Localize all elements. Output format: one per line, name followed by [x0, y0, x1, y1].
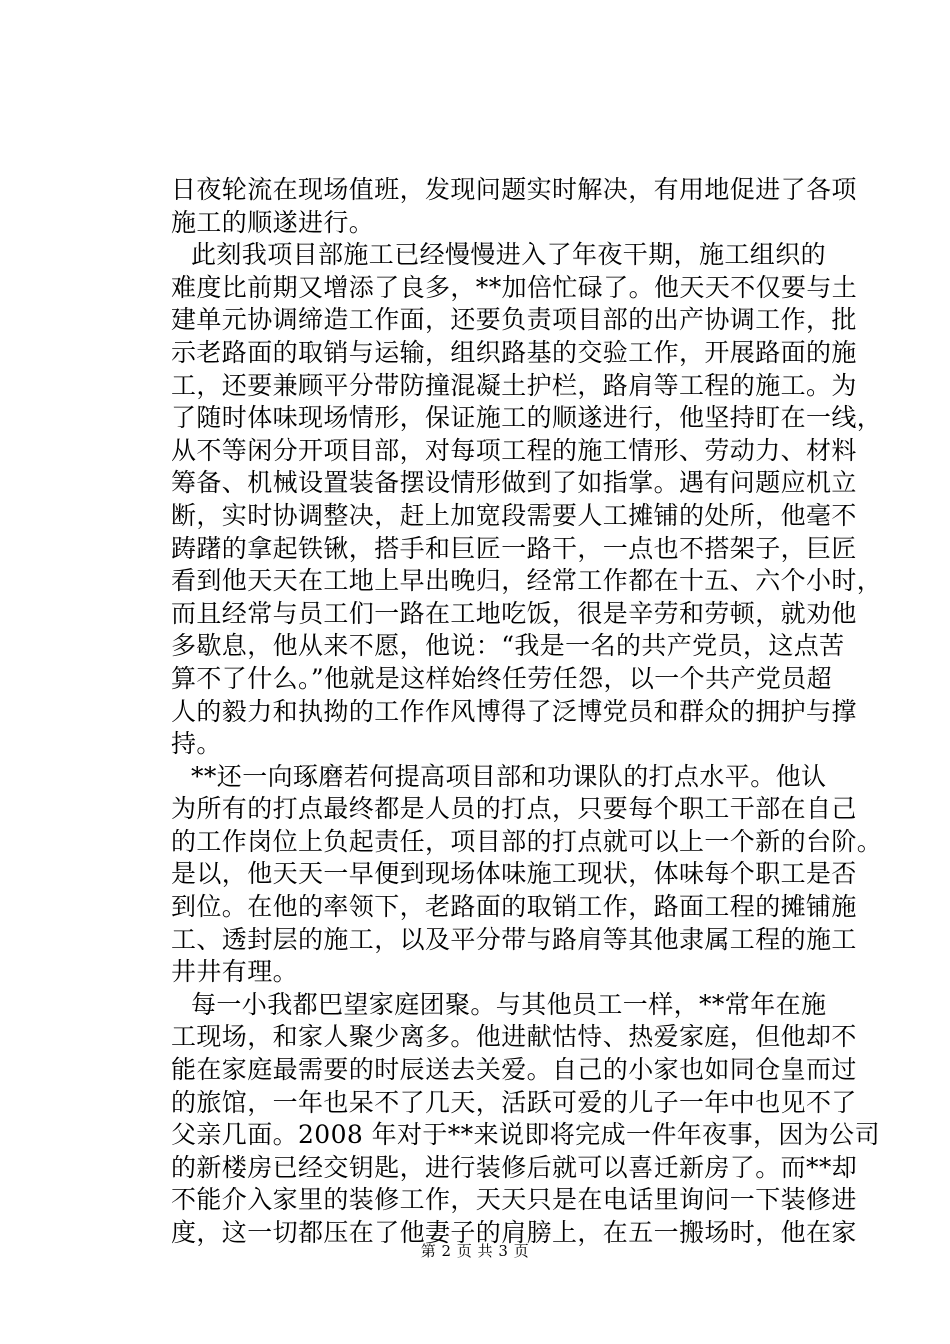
text-line: 筹备、机械设置装备摆设情形做到了如指掌。遇有问题应机立: [171, 468, 857, 498]
text-line: 断，实时协调整决，赶上加宽段需要人工摊铺的处所，他毫不: [171, 500, 857, 530]
text-line: 度，这一切都压在了他妻子的肩膀上，在五一搬场时，他在家: [171, 1218, 857, 1247]
text-line: 到位。在他的率领下，老路面的取销工作，路面工程的摊铺施: [171, 892, 857, 922]
text-line: 看到他天天在工地上早出晚归，经常工作都在十五、六个小时，: [171, 566, 883, 596]
text-line: 的工作岗位上负起责任，项目部的打点就可以上一个新的台阶。: [171, 826, 883, 856]
text-line: 施工的顺遂进行。: [171, 207, 375, 237]
text-line: 日夜轮流在现场值班，发现问题实时解决，有用地促进了各项: [171, 175, 857, 204]
text-line: 踌躇的拿起铁锹，搭手和巨匠一路干，一点也不搭架子，巨匠: [171, 533, 857, 563]
text-line: 了随时体味现场情形，保证施工的顺遂进行，他坚持盯在一线，: [171, 403, 883, 433]
text-line: 难度比前期又增添了良多，**加倍忙碌了。他天天不仅要与土: [171, 272, 858, 302]
text-line: 多歇息，他从来不愿，他说：“我是一名的共产党员，这点苦: [171, 631, 845, 661]
paragraph-first-line: 此刻我项目部施工已经慢慢进入了年夜干期，施工组织的: [191, 240, 827, 270]
text-line: 示老路面的取销与运输，组织路基的交验工作，开展路面的施: [171, 337, 857, 367]
text-line: 为所有的打点最终都是人员的打点，只要每个职工干部在自己: [171, 794, 857, 824]
text-line: 不能介入家里的装修工作，天天只是在电话里询问一下装修进: [171, 1185, 857, 1215]
text-line: 持。: [171, 729, 222, 759]
text-line: 的新楼房已经交钥匙，进行装修后就可以喜迁新房了。而**却: [171, 1152, 858, 1182]
page-number-footer: 第 2 页 共 3 页: [420, 1242, 530, 1260]
text-line: 从不等闲分开项目部，对每项工程的施工情形、劳动力、材料: [171, 435, 857, 465]
text-line: 父亲几面。2008 年对于**来说即将完成一件年夜事，因为公司: [171, 1120, 880, 1150]
paragraph-first-line: **还一向琢磨若何提高项目部和功课队的打点水平。他认: [191, 761, 827, 791]
text-line: 而且经常与员工们一路在工地吃饭，很是辛劳和劳顿，就劝他: [171, 598, 857, 628]
text-line: 井井有理。: [171, 957, 299, 987]
text-line: 工、透封层的施工，以及平分带与路肩等其他隶属工程的施工: [171, 924, 857, 954]
text-line: 工，还要兼顾平分带防撞混凝土护栏，路肩等工程的施工。为: [171, 370, 857, 400]
paragraph-first-line: 每一小我都巴望家庭团聚。与其他员工一样，**常年在施: [191, 989, 827, 1019]
text-line: 建单元协调缔造工作面，还要负责项目部的出产协调工作，批: [171, 305, 857, 335]
text-line: 能在家庭最需要的时辰送去关爱。自己的小家也如同仓皇而过: [171, 1055, 857, 1085]
text-line: 算不了什么。”他就是这样始终任劳任怨，以一个共产党员超: [171, 663, 833, 693]
body-text: [171, 174, 883, 1250]
text-line: 工现场，和家人聚少离多。他进献怙恃、热爱家庭，但他却不: [171, 1022, 857, 1052]
text-line: 人的毅力和执拗的工作作风博得了泛博党员和群众的拥护与撑: [171, 696, 857, 726]
text-line: 是以，他天天一早便到现场体味施工现状，体味每个职工是否: [171, 859, 857, 889]
text-line: 的旅馆，一年也呆不了几天，活跃可爱的儿子一年中也见不了: [171, 1087, 857, 1117]
